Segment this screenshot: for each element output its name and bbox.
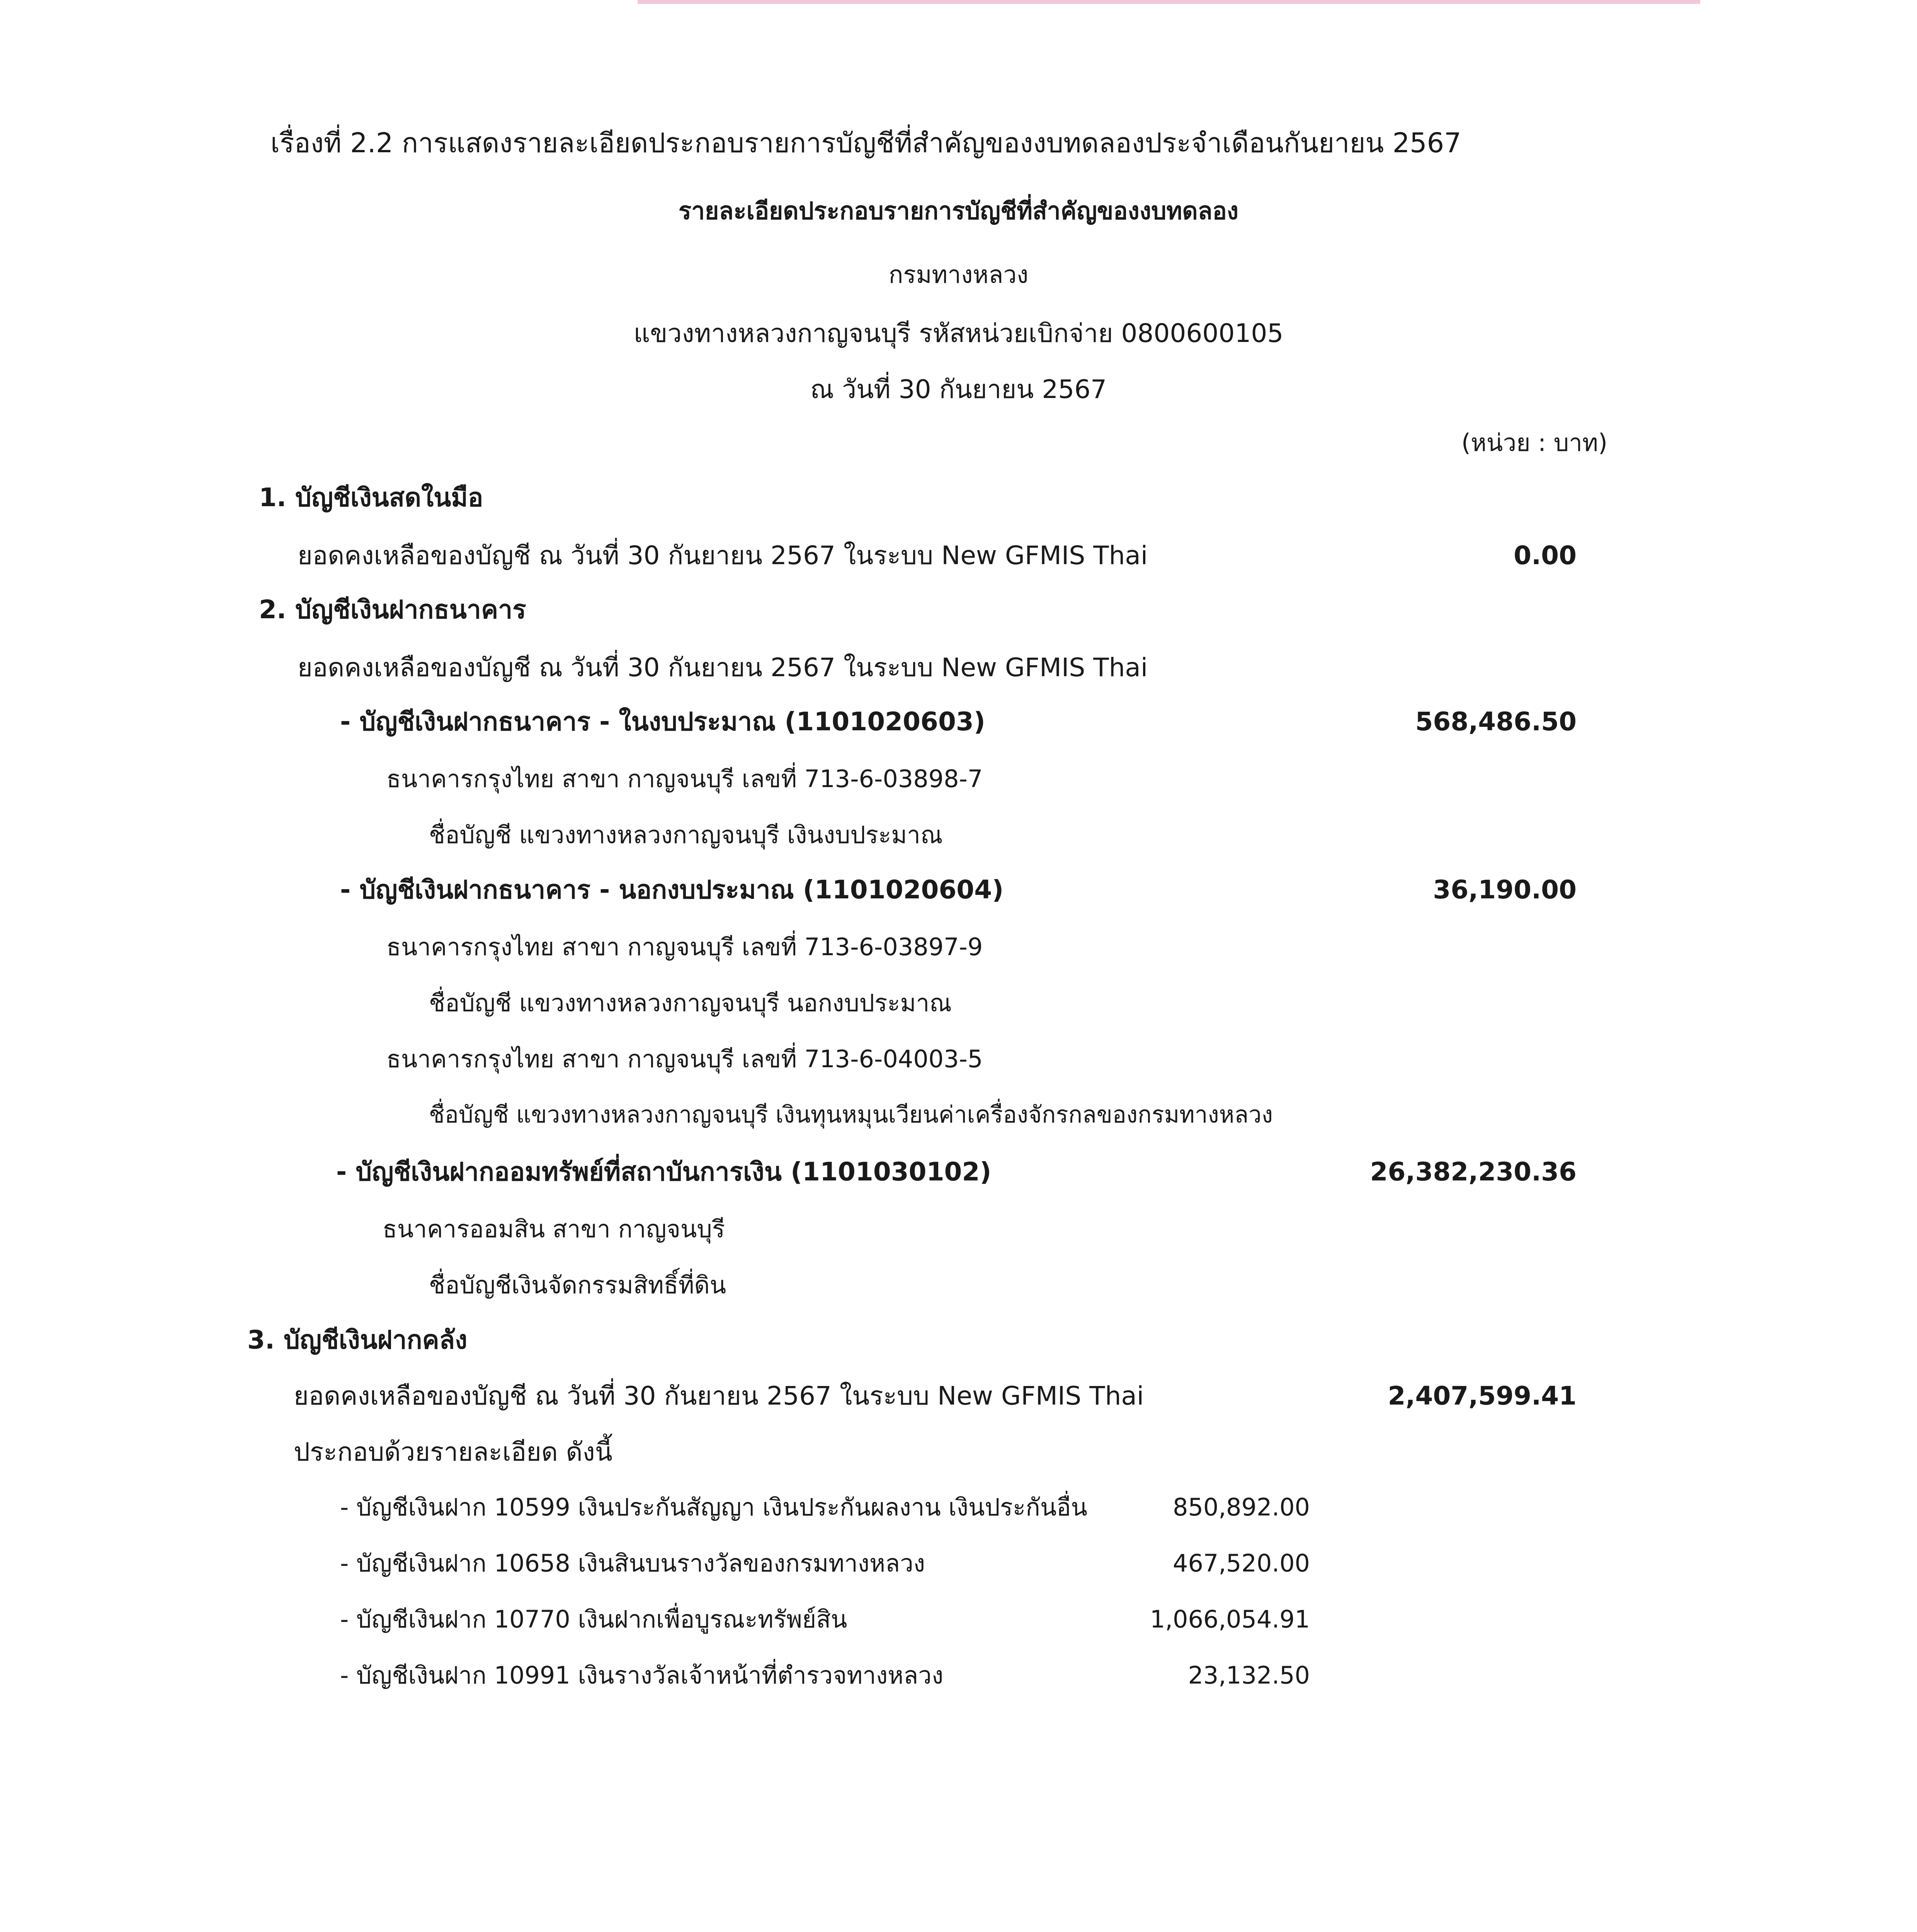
section3-item-amount: 467,520.00	[1173, 1549, 1310, 1577]
section1-balance-label: ยอดคงเหลือของบัญชี ณ วันที่ 30 กันยายน 2567 ในระบบ New GFMIS Thai	[298, 541, 1148, 570]
section2-heading: 2. บัญชีเงินฝากธนาคาร	[259, 595, 526, 624]
section3-item-amount: 1,066,054.91	[1150, 1605, 1310, 1633]
section2-acc1-name: ชื่อบัญชี แขวงทางหลวงกาญจนบุรี เงินงบประมาณ	[429, 821, 943, 849]
document-subject: เรื่องที่ 2.2 การแสดงรายละเอียดประกอบรายการบัญชีที่สำคัญของงบทดลองประจำเดือนกันยายน 2567	[270, 127, 1461, 159]
section2-acc2-name2: ชื่อบัญชี แขวงทางหลวงกาญจนบุรี เงินทุนหมุนเวียนค่าเครื่องจักรกลของกรมทางหลวง	[429, 1101, 1273, 1128]
office-name: แขวงทางหลวงกาญจนบุรี รหัสหน่วยเบิกจ่าย 0800600105	[633, 318, 1284, 348]
section3-detail-label: ประกอบด้วยรายละเอียด ดังนี้	[294, 1437, 612, 1467]
document-title: รายละเอียดประกอบรายการบัญชีที่สำคัญของงบทดลอง	[678, 197, 1239, 225]
section1-heading: 1. บัญชีเงินสดในมือ	[259, 483, 483, 512]
section2-acc2-amount: 36,190.00	[1433, 875, 1577, 905]
section3-item-amount: 23,132.50	[1188, 1661, 1310, 1689]
section3-balance-label: ยอดคงเหลือของบัญชี ณ วันที่ 30 กันยายน 2567 ในระบบ New GFMIS Thai	[294, 1381, 1144, 1411]
section3-item-label: - บัญชีเงินฝาก 10770 เงินฝากเพื่อบูรณะทรัพย์สิน	[340, 1605, 847, 1633]
section3-item-label: - บัญชีเงินฝาก 10599 เงินประกันสัญญา เงินประกันผลงาน เงินประกันอื่น	[340, 1493, 1087, 1521]
section3-heading: 3. บัญชีเงินฝากคลัง	[247, 1325, 468, 1355]
section2-acc1-bank: ธนาคารกรุงไทย สาขา กาญจนบุรี เลขที่ 713-6-03898-7	[386, 765, 983, 793]
section2-acc3-amount: 26,382,230.36	[1370, 1157, 1577, 1187]
section2-acc2-title: - บัญชีเงินฝากธนาคาร - นอกงบประมาณ (1101020604)	[340, 875, 1004, 905]
section3-item-label: - บัญชีเงินฝาก 10658 เงินสินบนรางวัลของกรมทางหลวง	[340, 1549, 925, 1577]
section3-item-label: - บัญชีเงินฝาก 10991 เงินรางวัลเจ้าหน้าที่ตำรวจทางหลวง	[340, 1661, 944, 1689]
top-edge-mark	[638, 0, 1700, 4]
section3-item-amount: 850,892.00	[1173, 1493, 1310, 1521]
section1-balance-amount: 0.00	[1514, 541, 1577, 570]
section2-acc2-name1: ชื่อบัญชี แขวงทางหลวงกาญจนบุรี นอกงบประมาณ	[429, 989, 952, 1017]
section2-acc1-amount: 568,486.50	[1415, 707, 1577, 736]
section2-acc3-name: ชื่อบัญชีเงินจัดกรรมสิทธิ์ที่ดิน	[429, 1271, 726, 1299]
section2-acc2-bank2: ธนาคารกรุงไทย สาขา กาญจนบุรี เลขที่ 713-6-04003-5	[386, 1045, 983, 1073]
section3-balance-amount: 2,407,599.41	[1388, 1381, 1577, 1411]
section2-acc3-title: - บัญชีเงินฝากออมทรัพย์ที่สถาบันการเงิน (1101030102)	[336, 1157, 992, 1187]
section2-acc3-bank: ธนาคารออมสิน สาขา กาญจนบุรี	[383, 1215, 725, 1243]
department-name: กรมทางหลวง	[888, 260, 1029, 289]
section2-acc1-title: - บัญชีเงินฝากธนาคาร - ในงบประมาณ (1101020603)	[340, 707, 985, 736]
section2-acc2-bank1: ธนาคารกรุงไทย สาขา กาญจนบุรี เลขที่ 713-6-03897-9	[386, 933, 983, 961]
unit-label: (หน่วย : บาท)	[1461, 429, 1607, 457]
section2-balance-label: ยอดคงเหลือของบัญชี ณ วันที่ 30 กันยายน 2567 ในระบบ New GFMIS Thai	[298, 653, 1148, 682]
report-date: ณ วันที่ 30 กันยายน 2567	[810, 374, 1107, 404]
